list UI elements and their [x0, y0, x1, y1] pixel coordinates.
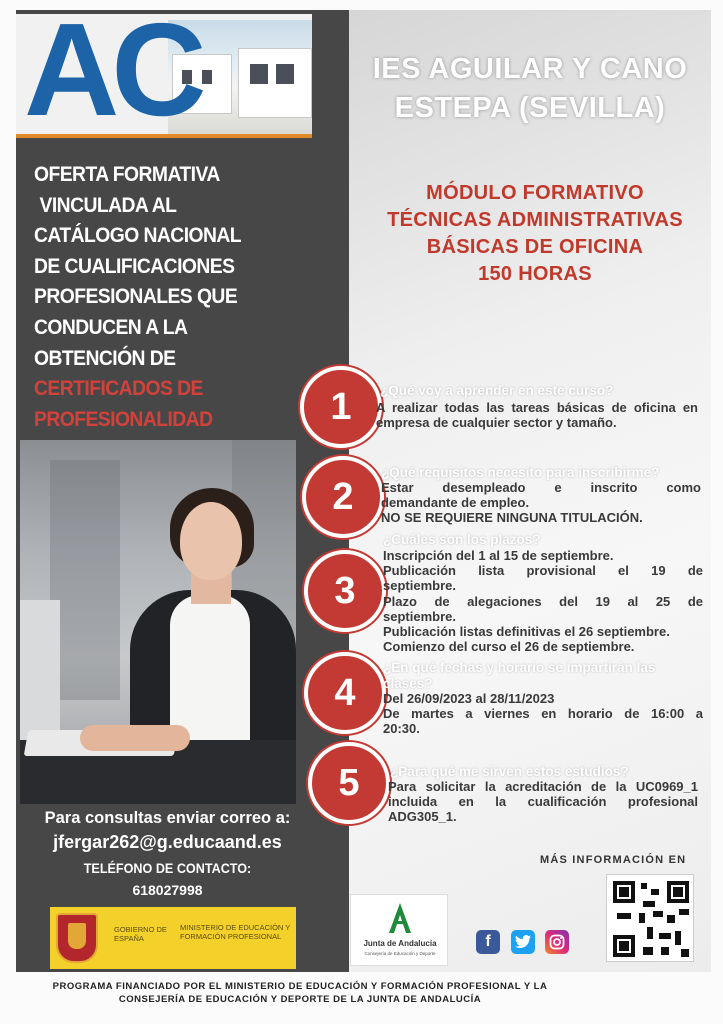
faq-question: ¿Qué requisitos necesito para inscribirme? [381, 465, 660, 480]
headline-line: OFERTA FORMATIVA [34, 163, 220, 186]
contact-prompt: Para consultas enviar correo a: [44, 809, 291, 827]
faq-answer: Para solicitar la acreditación de la UC0969_1 incluida en la cualificación profesional ADG305_1. [388, 779, 698, 825]
junta-andalucia-mark-icon [389, 903, 411, 933]
ministerio-text: MINISTERIO DE EDUCACIÓN Y FORMACIÓN PROFESIONAL [180, 923, 291, 941]
offer-headline [34, 160, 310, 435]
contact-phone-label: TELÉFONO DE CONTACTO: [83, 860, 252, 876]
faq-answer: Estar desempleado e inscrito como demandante de empleo. NO SE REQUIERE NINGUNA TITULACIÓN. [381, 480, 701, 526]
contact-phone[interactable]: 618027998 [132, 882, 203, 898]
coat-of-arms-icon [56, 913, 98, 963]
faq-question: ¿En qué fechas y horario se impartirán las clases? [383, 660, 656, 691]
headline-highlight: PROFESIONALIDAD [34, 407, 213, 431]
module-hours: 150 HORAS [478, 263, 592, 285]
facebook-icon[interactable]: f [476, 930, 500, 954]
module-title-line3: BÁSICAS DE OFICINA [426, 236, 644, 258]
headline-line: VINCULADA AL [39, 193, 177, 217]
footer-line1: PROGRAMA FINANCIADO POR EL MINISTERIO DE EDUCACIÓN Y FORMACIÓN PROFESIONAL Y LA [52, 981, 548, 992]
module-title-line1: MÓDULO FORMATIVO [426, 182, 644, 204]
step-number-5: 5 [308, 742, 390, 824]
gobierno-espana-logo [50, 907, 296, 969]
step-number-3: 3 [304, 550, 386, 632]
logo-ac-text: AC [24, 14, 199, 134]
headline-highlight: CERTIFICADOS DE [34, 377, 203, 401]
faq-answer: Del 26/09/2023 al 28/11/2023 De martes a viernes en horario de 16:00 a 20:30. [383, 691, 703, 737]
woman-at-computer-photo [20, 440, 296, 804]
junta-andalucia-logo [350, 894, 448, 966]
footer-line2: CONSEJERÍA DE EDUCACIÓN Y DEPORTE DE LA JUNTA DE ANDALUCÍA [118, 994, 482, 1005]
funding-footer [30, 980, 570, 1006]
school-name-line2: ESTEPA (SEVILLA) [394, 92, 666, 124]
headline-line: PROFESIONALES QUE [34, 285, 238, 309]
headline-line: CATÁLOGO NACIONAL [34, 224, 242, 248]
faq-answer: Inscripción del 1 al 15 de septiembre. Publicación lista provisional el 19 de septiembre. Plazo de alegaciones del 19 al 25 de septiembre. Publicación listas definitivas el 26 septiembre. Comienzo del curso el 26 de septiembre. [383, 548, 703, 655]
school-logo [16, 14, 312, 134]
module-title [350, 180, 720, 288]
school-name [350, 50, 710, 128]
headline-line: CONDUCEN A LA [34, 315, 188, 339]
twitter-icon[interactable] [511, 930, 535, 954]
faq-question: ¿Qué voy a aprender en este curso? [380, 383, 614, 398]
faq-question: ¿Cuáles son los plazos? [383, 532, 541, 547]
junta-sub: Consejería de Educación y Deporte [364, 951, 436, 956]
contact-email[interactable]: jfergar262@g.educaand.es [53, 832, 282, 852]
gobierno-text: GOBIERNO DE ESPAÑA [114, 925, 167, 943]
faq-answer: A realizar todas las tareas básicas de oficina en empresa de cualquier sector y tamaño. [376, 400, 698, 431]
instagram-icon[interactable] [545, 930, 569, 954]
headline-line: OBTENCIÓN DE [34, 346, 176, 370]
qr-code-icon[interactable] [606, 874, 694, 962]
faq-question: ¿Para qué me sirven estos estudios? [390, 764, 629, 779]
logo-stripe [16, 134, 312, 138]
school-name-line1: IES AGUILAR Y CANO [372, 53, 688, 85]
step-number-2: 2 [302, 456, 384, 538]
step-number-4: 4 [304, 652, 386, 734]
step-number-1: 1 [300, 366, 382, 448]
headline-line: DE CUALIFICACIONES [34, 254, 235, 278]
junta-name: Junta de Andalucía [363, 939, 437, 948]
more-info-label: MÁS INFORMACIÓN EN [540, 854, 687, 866]
module-title-line2: TÉCNICAS ADMINISTRATIVAS [387, 209, 683, 231]
